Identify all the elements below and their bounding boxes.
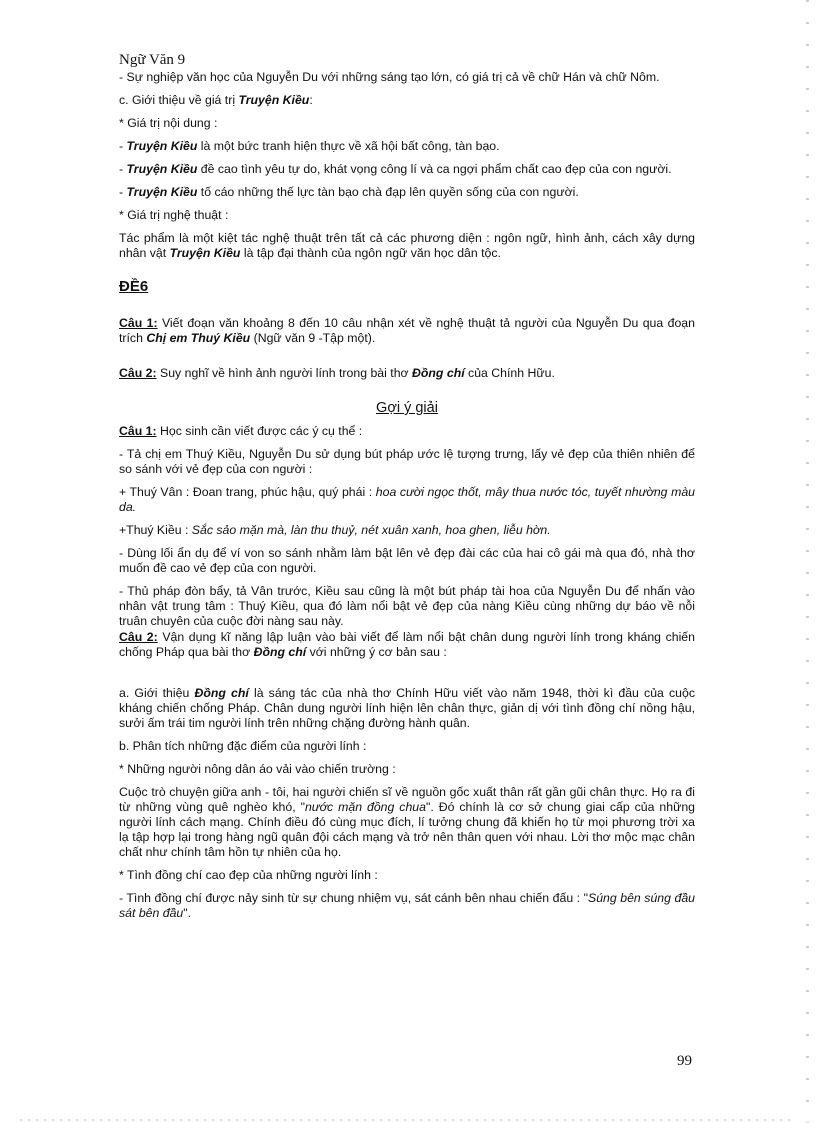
paragraph: * Giá trị nghệ thuật : (119, 208, 229, 222)
paragraph: - Tả chị em Thuý Kiều, Nguyễn Du sử dụng bút pháp ước lệ tượng trưng, lấy vẻ đẹp của thiên nhiên để so sánh với vẻ đẹp của con người : (119, 447, 695, 476)
paragraph: b. Phân tích những đặc điểm của người lính : (119, 739, 367, 753)
paragraph: * Những người nông dân áo vải vào chiến trường : (119, 762, 396, 776)
work-title: Đồng chí (253, 645, 307, 659)
work-title: Truyện Kiều (126, 185, 198, 199)
page-bottom-border (20, 1119, 796, 1121)
work-title: Truyện Kiều (126, 139, 198, 153)
work-title: Đồng chí (194, 686, 249, 700)
paragraph: - Thủ pháp đòn bẩy, tả Vân trước, Kiều sau cũng là một bút pháp tài hoa của Nguyễn Du để nhấn vào nhân vật trung tâm : Thuý Kiều, qua đó làm nổi bật vẻ đẹp của nàng Kiều cùng những dự báo về nỗi truân chuyên của cuộc đời nàng sau này. (119, 584, 695, 628)
work-title: Chị em Thuý Kiều (146, 331, 251, 345)
section-title: Gợi ý giải (376, 400, 438, 416)
work-title: Truyện Kiều (126, 162, 198, 176)
paragraph: * Giá trị nội dung : (119, 116, 218, 130)
page-border-decoration (796, 0, 816, 1123)
answer-1-intro: Câu 1: Học sinh cần viết được các ý cụ thể : (119, 424, 363, 438)
paragraph: Tác phẩm là một kiệt tác nghệ thuật trên tất cả các phương diện : ngôn ngữ, hình ảnh, cách xây dựng nhân vật Truyện Kiều là tập đại thành của ngôn ngữ văn học dân tộc. (119, 231, 695, 260)
paragraph: + Thuý Vân : Đoan trang, phúc hậu, quý phái : hoa cười ngọc thốt, mây thua nước tóc, tuyết nhường màu da. (119, 485, 696, 514)
exam-title: ĐỀ6 (119, 278, 149, 295)
running-header: Ngữ Văn 9 (119, 52, 186, 68)
question-label: Câu 1: (119, 424, 157, 438)
paragraph: - Truyện Kiều là một bức tranh hiện thực về xã hội bất công, tàn bạo. (119, 139, 500, 153)
question-label: Câu 2: (119, 366, 157, 380)
question-2: Câu 2: Suy nghĩ về hình ảnh người lính trong bài thơ Đồng chí của Chính Hữu. (119, 366, 555, 380)
answer-2-intro: Câu 2: Vận dụng kĩ năng lập luận vào bài viết để làm nổi bật chân dung người lính trong kháng chiến chống Pháp qua bài thơ Đồng chí với những ý cơ bản sau : (119, 630, 695, 659)
paragraph: - Truyện Kiều tố cáo những thế lực tàn bạo chà đạp lên quyền sống của con người. (119, 185, 579, 199)
paragraph: a. Giới thiệu Đồng chí là sáng tác của nhà thơ Chính Hữu viết vào năm 1948, thời kì đầu của cuộc kháng chiến chống Pháp. Chân dung người lính hiện lên chân thực, giản dị với tình đồng chí nồng hậu, sưởi ấm trái tim người lính trên những chặng đường hành quân. (119, 686, 695, 730)
work-title: Truyện Kiều (169, 246, 241, 260)
work-title: Truyện Kiều (238, 93, 310, 107)
paragraph: * Tình đồng chí cao đẹp của những người lính : (119, 868, 378, 882)
paragraph: - Dùng lối ẩn dụ để ví von so sánh nhằm làm bật lên vẻ đẹp đài các của hai cô gái mà qua đó, nhà thơ muốn đề cao vẻ đẹp của con người. (119, 546, 695, 575)
question-label: Câu 1: (119, 316, 158, 330)
paragraph: Cuộc trò chuyện giữa anh - tôi, hai người chiến sĩ về nguồn gốc xuất thân rất gần gũi chân thực. Họ ra đi từ những vùng quê nghèo khó, "nước mặn đồng chua". Đó chính là cơ sở chung giai cấp của những người lính cách mạng. Chính điều đó cùng mục đích, lí tưởng chung đã khiến họ từ mọi phương trời xa lạ tập hợp lại trong hàng ngũ quân đội cách mạng và trở nên thân quen với nhau. Lời thơ mộc mạc chân chất như chính tâm hồn tự nhiên của họ. (119, 785, 695, 859)
question-label: Câu 2: (119, 630, 158, 644)
work-title: Đồng chí (412, 366, 465, 380)
question-1: Câu 1: Viết đoạn văn khoảng 8 đến 10 câu nhận xét về nghệ thuật tả người của Nguyễn Du qua đoạn trích Chị em Thuý Kiều (Ngữ văn 9 -Tập một). (119, 316, 695, 345)
page-content (119, 70, 695, 929)
paragraph: - Truyện Kiều đề cao tình yêu tự do, khát vọng công lí và ca ngợi phẩm chất cao đẹp của con người. (119, 162, 672, 176)
paragraph: - Tình đồng chí được nảy sinh từ sự chung nhiệm vụ, sát cánh bên nhau chiến đấu : "Súng bên súng đầu sát bên đầu". (119, 891, 695, 920)
page-number: 99 (677, 1053, 692, 1069)
paragraph: +Thuý Kiều : Sắc sảo mặn mà, làn thu thuỷ, nét xuân xanh, hoa ghen, liễu hờn. (119, 523, 551, 537)
paragraph: - Sự nghiệp văn học của Nguyễn Du với những sáng tạo lớn, có giá trị cả về chữ Hán và chữ Nôm. (119, 70, 660, 84)
paragraph: c. Giới thiệu về giá trị Truyện Kiều: (119, 93, 313, 107)
